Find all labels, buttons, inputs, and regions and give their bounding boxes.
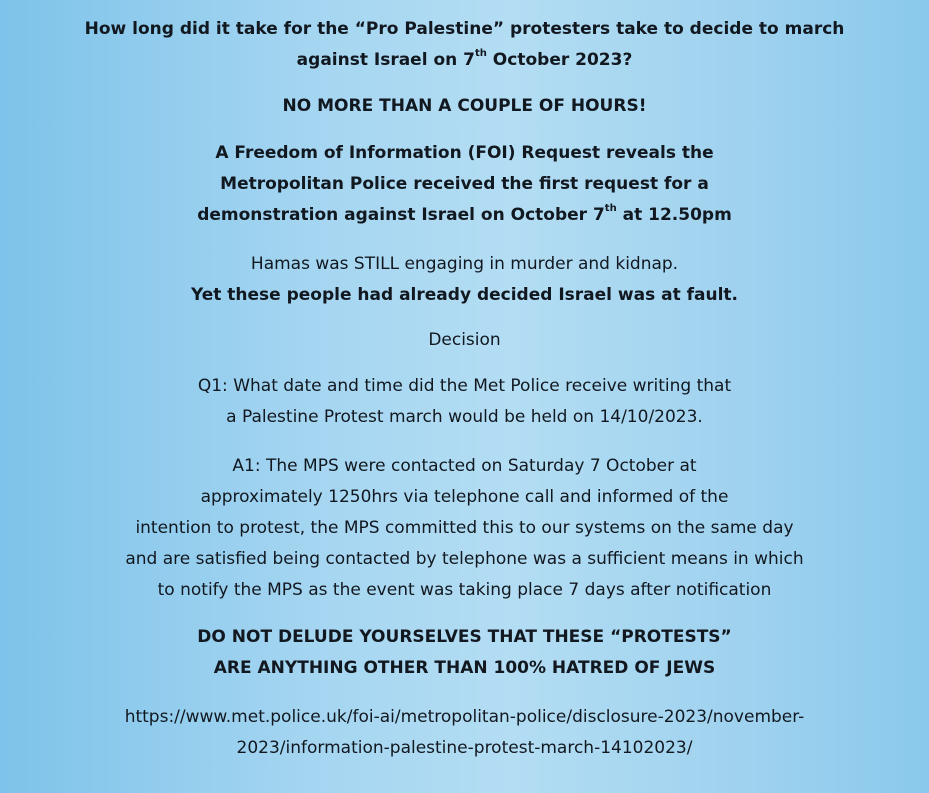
question-line-2-end: October 2023? <box>486 50 633 70</box>
hamas-line-1: Hamas was STILL engaging in murder and kidnap. <box>250 254 679 274</box>
foi-line-3-sup: th <box>604 203 617 215</box>
foi-line-3 <box>0 200 929 231</box>
q1-paragraph <box>0 371 929 433</box>
decision-label <box>0 325 929 356</box>
q1-line-2: a Palestine Protest march would be held on 14/10/2023. <box>226 407 703 427</box>
a1-line-2: approximately 1250hrs via telephone call and informed of the <box>200 487 729 507</box>
foi-line-1: A Freedom of Information (FOI) Request reveals the <box>215 143 714 163</box>
hamas-paragraph <box>0 249 929 311</box>
question-line-2 <box>0 45 929 76</box>
a1-line-3: intention to protest, the MPS committed this to our systems on the same day <box>135 518 794 538</box>
foi-line-3-text: demonstration against Israel on October 7 <box>197 205 605 225</box>
foi-line-3-end: at 12.50pm <box>616 205 732 225</box>
decision-label-text: Decision <box>428 330 501 350</box>
a1-line-5: to notify the MPS as the event was taking place 7 days after notification <box>157 580 772 600</box>
a1-paragraph <box>0 451 929 606</box>
answer-headline-text: NO MORE THAN A COUPLE OF HOURS! <box>282 96 647 116</box>
q1-line-1: Q1: What date and time did the Met Police receive writing that <box>197 376 732 396</box>
a1-line-1: A1: The MPS were contacted on Saturday 7 October at <box>232 456 697 476</box>
warning-paragraph <box>0 622 929 684</box>
foi-line-2: Metropolitan Police received the first request for a <box>220 174 709 194</box>
warning-line-1: DO NOT DELUDE YOURSELVES THAT THESE “PROTESTS” <box>197 627 732 647</box>
source-url <box>0 702 929 764</box>
source-url-line-2: 2023/information-palestine-protest-march-14102023/ <box>236 738 693 758</box>
question-heading <box>0 14 929 76</box>
answer-headline <box>0 91 929 122</box>
hamas-line-2: Yet these people had already decided Israel was at fault. <box>190 285 739 305</box>
question-line-2-sup: th <box>474 48 487 60</box>
warning-line-2: ARE ANYTHING OTHER THAN 100% HATRED OF JEWS <box>213 658 716 678</box>
source-url-line-1: https://www.met.police.uk/foi-ai/metropolitan-police/disclosure-2023/november- <box>124 707 805 727</box>
a1-line-4: and are satisfied being contacted by telephone was a sufficient means in which <box>125 549 804 569</box>
question-line-1: How long did it take for the “Pro Palestine” protesters take to decide to march <box>84 19 845 39</box>
foi-paragraph <box>0 138 929 231</box>
question-line-2-text: against Israel on 7 <box>296 50 475 70</box>
